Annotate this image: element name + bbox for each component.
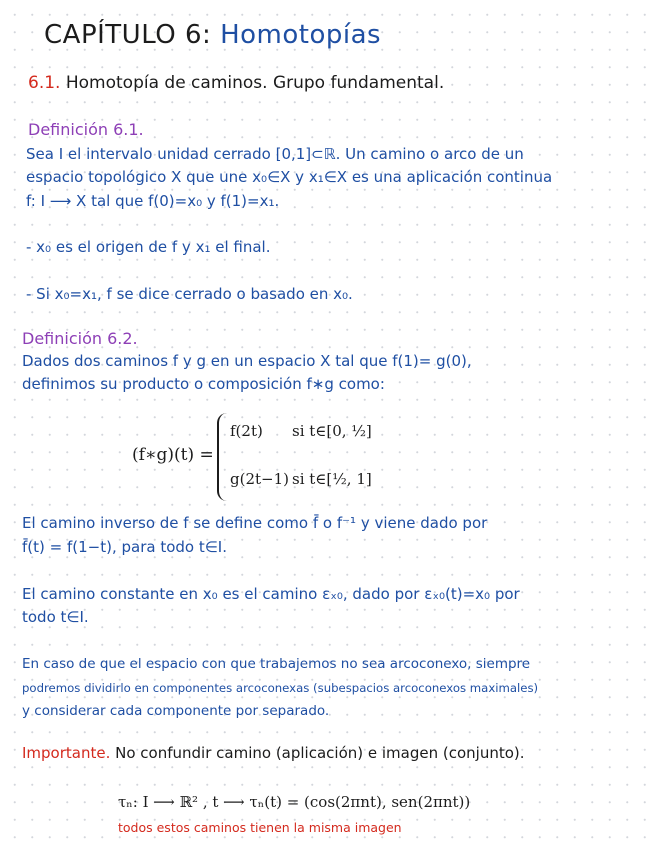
- image-note: todos estos caminos tienen la misma imagen: [118, 820, 402, 835]
- important-line: [22, 744, 525, 762]
- paragraph-line: f̄(t) = f(1−t), para todo t∈I.: [22, 538, 227, 556]
- product-formula-lhs: (f∗g)(t) =: [132, 445, 214, 465]
- tau-formula: τₙ: I ⟶ ℝ² , t ⟶ τₙ(t) = (cos(2πnt), sen(2πnt)): [118, 793, 471, 811]
- formula-case-cond: si t∈[½, 1]: [292, 470, 372, 488]
- section-title: Homotopía de caminos. Grupo fundamental.: [65, 73, 445, 93]
- definition-heading: Definición 6.2.: [22, 329, 138, 348]
- paragraph-line: todo t∈I.: [22, 608, 89, 626]
- paragraph-line: El camino inverso de f se define como f̄ o f⁻¹ y viene dado por: [22, 514, 488, 532]
- paragraph-line: El camino constante en x₀ es el camino εₓ₀, dado por εₓ₀(t)=x₀ por: [22, 585, 520, 603]
- definition-line: Dados dos caminos f y g en un espacio X tal que f(1)= g(0),: [22, 352, 472, 370]
- section-number: 6.1.: [28, 73, 61, 93]
- bullet-line: - Si x₀=x₁, f se dice cerrado o basado en x₀.: [26, 285, 353, 303]
- definition-line: espacio topológico X que une x₀∈X y x₁∈X es una aplicación continua: [26, 168, 553, 186]
- formula-case-expr: g(2t−1): [230, 470, 289, 488]
- definition-line: definimos su producto o composición f∗g como:: [22, 375, 385, 393]
- chapter-title: Homotopías: [220, 20, 382, 50]
- definition-line: Sea I el intervalo unidad cerrado [0,1]⊂ℝ. Un camino o arco de un: [26, 145, 524, 163]
- chapter-heading: [44, 20, 381, 50]
- important-label: Importante.: [22, 744, 111, 762]
- chapter-label: CAPÍTULO 6:: [44, 20, 212, 50]
- paragraph-line: podremos dividirlo en componentes arcoconexas (subespacios arcoconexos maximales): [22, 681, 539, 695]
- paragraph-line: En caso de que el espacio con que trabajemos no sea arcoconexo, siempre: [22, 656, 531, 672]
- formula-case-expr: f(2t): [230, 422, 263, 440]
- formula-brace: [217, 413, 229, 501]
- definition-line: f: I ⟶ X tal que f(0)=x₀ y f(1)=x₁.: [26, 192, 280, 210]
- formula-case-cond: si t∈[0, ½]: [292, 422, 372, 440]
- important-text: No confundir camino (aplicación) e imagen (conjunto).: [115, 744, 525, 762]
- definition-heading: Definición 6.1.: [28, 120, 144, 139]
- bullet-line: - x₀ es el origen de f y x₁ el final.: [26, 238, 271, 256]
- section-heading: [28, 72, 444, 94]
- paragraph-line: y considerar cada componente por separado.: [22, 703, 330, 719]
